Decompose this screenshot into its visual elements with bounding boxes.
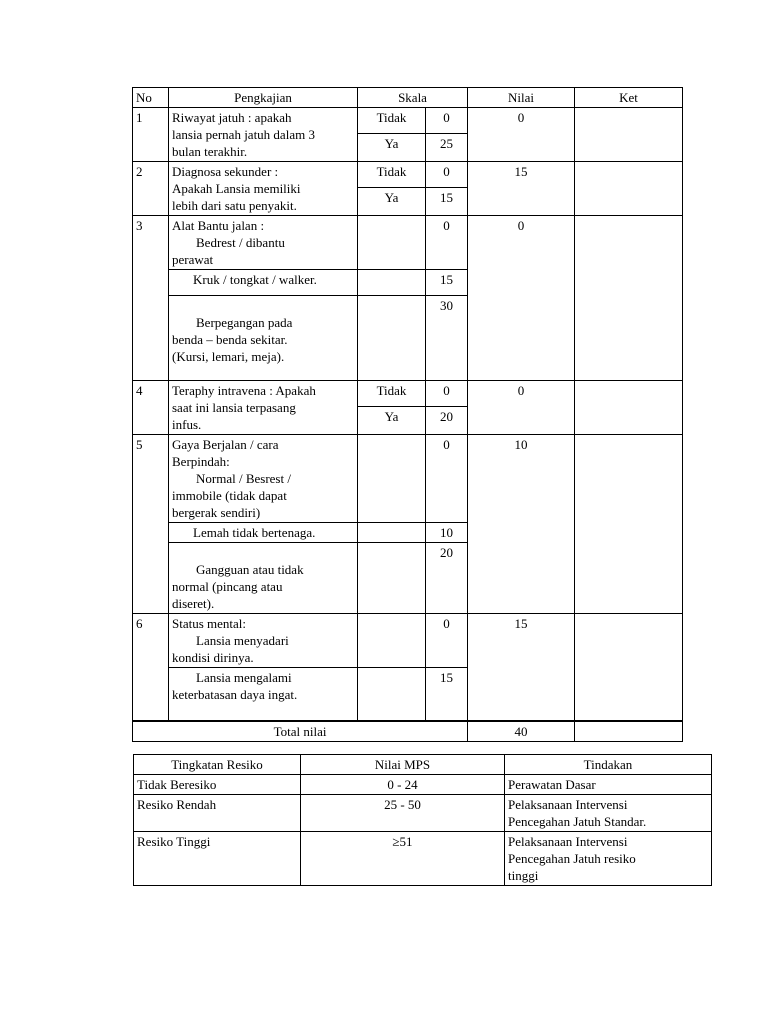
risk-range: ≥51 xyxy=(301,832,505,886)
table-row xyxy=(133,216,683,270)
item-3-option-2-text: Kruk / tongkat / walker. xyxy=(169,270,358,296)
item-3-option-1-score: 0 xyxy=(426,216,468,270)
header-skala: Skala xyxy=(358,88,468,108)
risk-action: Pelaksanaan Intervensi Pencegahan Jatuh Standar. xyxy=(505,795,712,832)
risk-level-table xyxy=(133,754,712,886)
item-3-option-3-text: Berpegangan pada benda – benda sekitar. (Kursi, lemari, meja). xyxy=(169,296,358,381)
table-row xyxy=(133,162,683,188)
item-3-ket xyxy=(575,216,683,270)
risk-row xyxy=(134,832,712,886)
table-header-row xyxy=(133,88,683,108)
item-5-ket-cont xyxy=(575,523,683,543)
risk-header-range: Nilai MPS xyxy=(301,755,505,775)
item-4-title: Teraphy intravena : Apakah saat ini lansia terpasang infus. xyxy=(169,381,358,435)
item-5-nilai: 10 xyxy=(468,435,575,523)
item-1-no: 1 xyxy=(133,108,169,162)
item-5-option-3-skala xyxy=(358,543,426,614)
item-5-option-1-text: Gaya Berjalan / cara Berpindah: Normal / Besrest / immobile (tidak dapat bergerak sendiri) xyxy=(169,435,358,523)
item-3-option-2-score: 15 xyxy=(426,270,468,296)
header-nilai: Nilai xyxy=(468,88,575,108)
item-6-option-2-text: Lansia mengalami keterbatasan daya ingat. xyxy=(169,668,358,721)
item-5-ket xyxy=(575,435,683,523)
item-3-option-2-skala xyxy=(358,270,426,296)
item-2-no: 2 xyxy=(133,162,169,216)
item-5-option-2-score: 10 xyxy=(426,523,468,543)
item-4-nilai: 0 xyxy=(468,381,575,435)
header-no: No xyxy=(133,88,169,108)
item-1-option-2-score: 25 xyxy=(426,133,468,161)
item-6-option-1-text: Status mental: Lansia menyadari kondisi dirinya. xyxy=(169,614,358,668)
risk-action: Perawatan Dasar xyxy=(505,775,712,795)
risk-header-level: Tingkatan Resiko xyxy=(134,755,301,775)
item-3-option-3-skala xyxy=(358,296,426,381)
table-row xyxy=(133,435,683,523)
table-row xyxy=(133,381,683,407)
item-3-title: Alat Bantu jalan : xyxy=(172,218,265,233)
item-3-option-1-skala xyxy=(358,216,426,270)
item-6-title: Status mental: xyxy=(172,616,247,631)
table-row xyxy=(133,523,683,543)
table-row xyxy=(133,270,683,296)
item-6-option-2-skala xyxy=(358,668,426,721)
item-5-nilai-cont xyxy=(468,523,575,543)
item-3-nilai: 0 xyxy=(468,216,575,270)
item-5-option-3-score: 20 xyxy=(426,543,468,614)
item-5-nilai-end xyxy=(468,543,575,614)
risk-header-action: Tindakan xyxy=(505,755,712,775)
item-6-ket-end xyxy=(575,668,683,721)
item-6-option-2-score: 15 xyxy=(426,668,468,721)
item-2-option-2-score: 15 xyxy=(426,187,468,215)
item-4-no: 4 xyxy=(133,381,169,435)
risk-range: 0 - 24 xyxy=(301,775,505,795)
item-5-option-2-skala xyxy=(358,523,426,543)
item-4-option-2-score: 20 xyxy=(426,406,468,434)
item-3-nilai-cont xyxy=(468,270,575,296)
table-row xyxy=(133,668,683,721)
item-5-no: 5 xyxy=(133,435,169,614)
item-2-option-1-score: 0 xyxy=(426,162,468,188)
total-label: Total nilai xyxy=(133,721,468,742)
item-2-nilai: 15 xyxy=(468,162,575,216)
item-6-nilai-end xyxy=(468,668,575,721)
risk-action: Pelaksanaan Intervensi Pencegahan Jatuh resiko tinggi xyxy=(505,832,712,886)
item-6-ket xyxy=(575,614,683,668)
item-5-ket-end xyxy=(575,543,683,614)
item-1-option-1-label: Tidak xyxy=(358,108,426,134)
item-3-nilai-end xyxy=(468,296,575,381)
item-1-ket xyxy=(575,108,683,162)
item-6-no: 6 xyxy=(133,614,169,721)
item-3-ket-cont xyxy=(575,270,683,296)
item-1-option-1-score: 0 xyxy=(426,108,468,134)
table-row xyxy=(133,543,683,614)
item-2-option-1-label: Tidak xyxy=(358,162,426,188)
item-5-option-2-text: Lemah tidak bertenaga. xyxy=(169,523,358,543)
risk-level: Resiko Tinggi xyxy=(134,832,301,886)
table-row xyxy=(133,614,683,668)
item-4-option-1-score: 0 xyxy=(426,381,468,407)
item-6-option-1-skala xyxy=(358,614,426,668)
risk-header-row xyxy=(134,755,712,775)
item-2-title: Diagnosa sekunder : Apakah Lansia memiliki lebih dari satu penyakit. xyxy=(169,162,358,216)
item-1-nilai: 0 xyxy=(468,108,575,162)
table-row xyxy=(133,108,683,134)
total-value: 40 xyxy=(468,721,575,742)
risk-level: Tidak Beresiko xyxy=(134,775,301,795)
item-2-option-2-label: Ya xyxy=(358,187,426,215)
item-3-option-3-score: 30 xyxy=(426,296,468,381)
item-4-option-1-label: Tidak xyxy=(358,381,426,407)
item-5-option-1-score: 0 xyxy=(426,435,468,523)
item-1-option-2-label: Ya xyxy=(358,133,426,161)
item-5-option-3-text: Gangguan atau tidak normal (pincang atau diseret). xyxy=(169,543,358,614)
item-2-ket xyxy=(575,162,683,216)
total-row xyxy=(133,721,683,742)
risk-row xyxy=(134,795,712,832)
item-6-option-1-score: 0 xyxy=(426,614,468,668)
item-1-title: Riwayat jatuh : apakah lansia pernah jatuh dalam 3 bulan terakhir. xyxy=(169,108,358,162)
risk-row xyxy=(134,775,712,795)
item-3-option-1-text: Alat Bantu jalan : Bedrest / dibantu perawat xyxy=(169,216,358,270)
risk-range: 25 - 50 xyxy=(301,795,505,832)
item-3-ket-end xyxy=(575,296,683,381)
item-3-no: 3 xyxy=(133,216,169,381)
item-5-option-1-skala xyxy=(358,435,426,523)
item-5-title: Gaya Berjalan / cara xyxy=(172,437,279,452)
header-ket: Ket xyxy=(575,88,683,108)
morse-fall-scale-table xyxy=(132,87,683,742)
header-pengkajian: Pengkajian xyxy=(169,88,358,108)
table-row xyxy=(133,296,683,381)
item-4-option-2-label: Ya xyxy=(358,406,426,434)
item-6-nilai: 15 xyxy=(468,614,575,668)
total-ket xyxy=(575,721,683,742)
risk-level: Resiko Rendah xyxy=(134,795,301,832)
item-4-ket xyxy=(575,381,683,435)
